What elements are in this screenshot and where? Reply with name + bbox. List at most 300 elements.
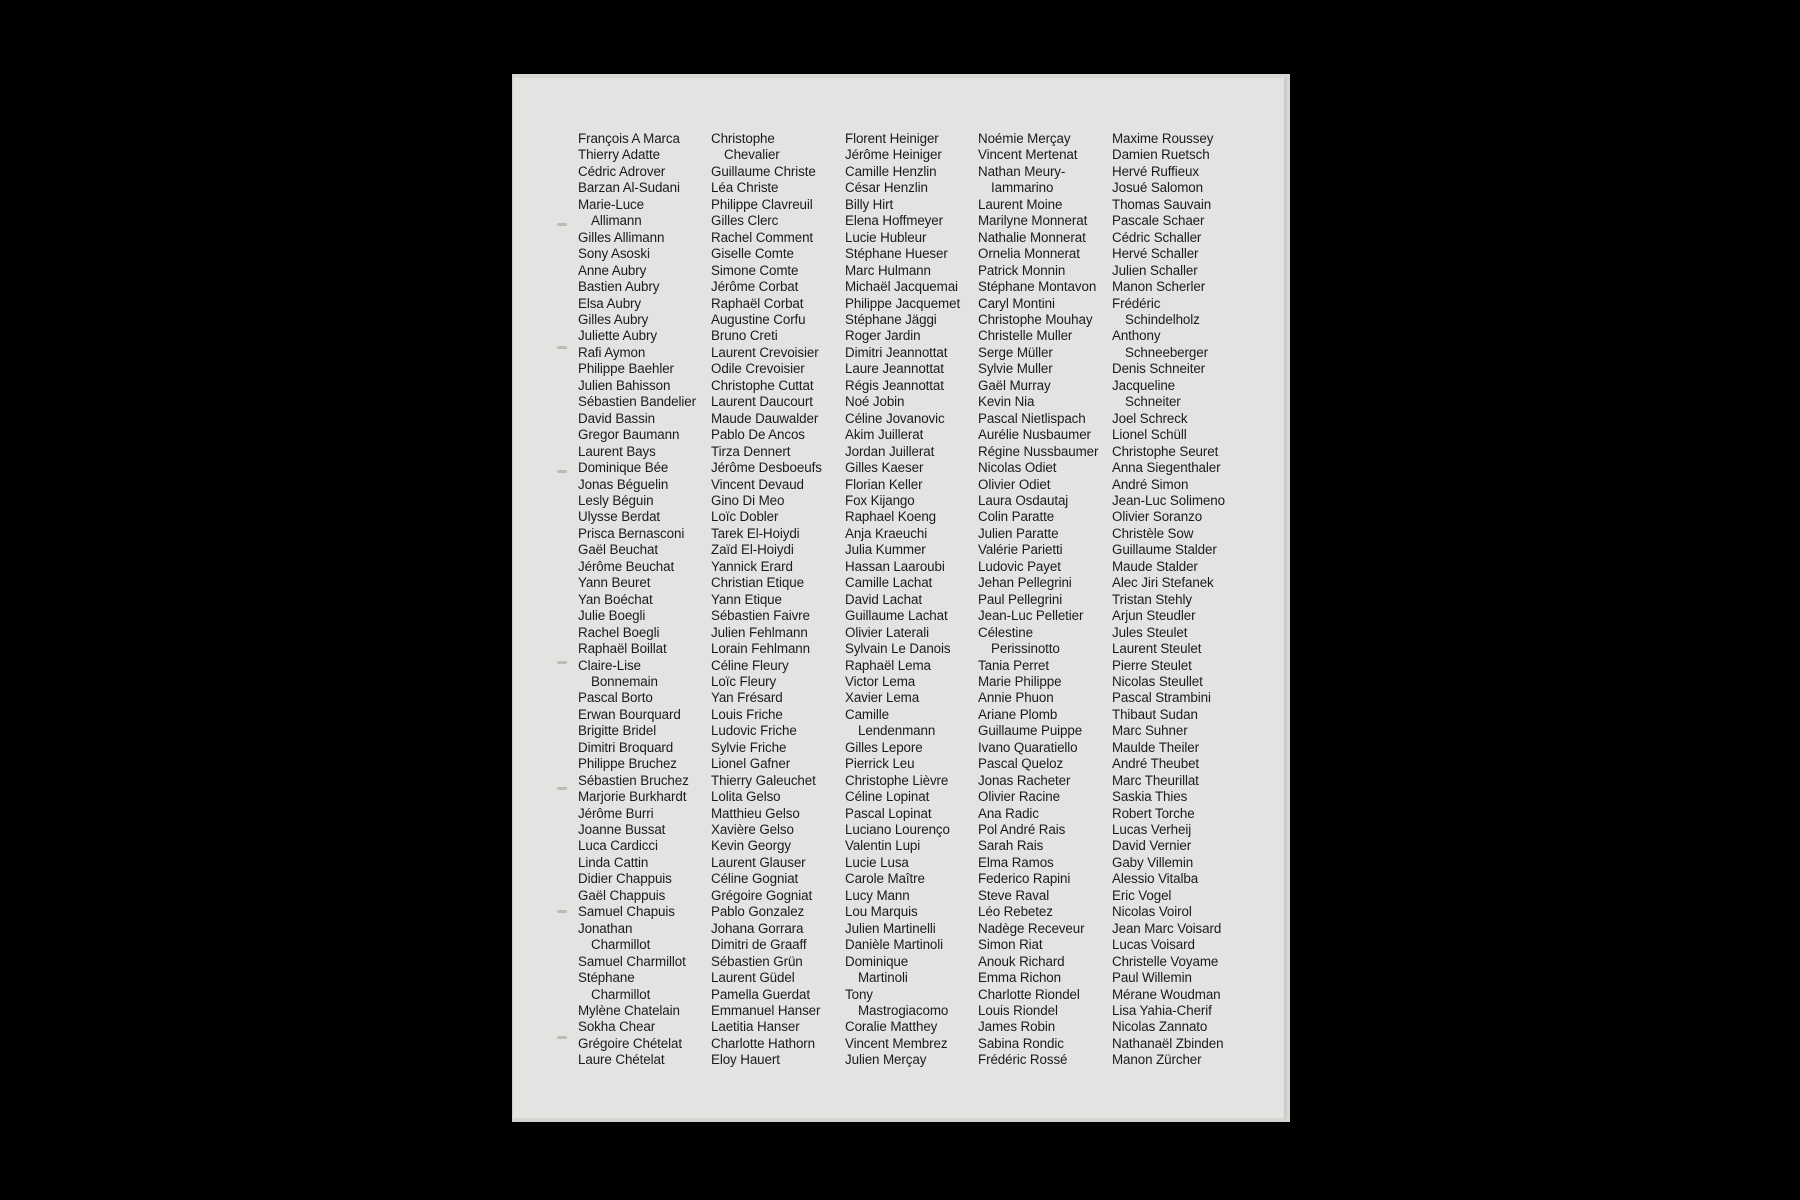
name-entry: Xavier Lema	[845, 690, 920, 706]
name-entry: Jonas Racheter	[978, 772, 1071, 788]
name-entry: Nathanaël Zbinden	[1112, 1035, 1224, 1051]
name-entry: Julie Boegli	[578, 608, 646, 624]
name-entry: Guillaume Lachat	[845, 608, 948, 624]
name-entry: Raphaël Boillat	[578, 641, 667, 657]
name-entry: Nicolas Zannato	[1112, 1019, 1208, 1035]
name-entry: Marie Philippe	[978, 673, 1062, 689]
name-entry: Robert Torche	[1112, 805, 1195, 821]
name-entry: Julien Merçay	[845, 1052, 927, 1068]
name-entry: André Simon	[1112, 476, 1189, 492]
name-entry: Nicolas Voirol	[1112, 904, 1192, 920]
name-entry: Jérôme Burri	[578, 805, 654, 821]
name-entry: Elena Hoffmeyer	[845, 213, 943, 229]
name-entry: Prisca Bernasconi	[578, 525, 685, 541]
name-entry: Laurent Daucourt	[711, 394, 813, 410]
name-entry: Christophe Seuret	[1112, 443, 1219, 459]
name-entry: Fox Kijango	[845, 492, 915, 508]
name-entry: Jordan Juillerat	[845, 443, 935, 459]
name-entry: Louis Riondel	[978, 1003, 1058, 1019]
name-entry: Xavière Gelso	[711, 822, 794, 838]
name-entry: Juliette Aubry	[578, 328, 657, 344]
name-entry: Annie Phuon	[978, 690, 1054, 706]
name-entry: Christian Etique	[711, 575, 804, 591]
name-entry: Régis Jeannottat	[845, 377, 944, 393]
name-entry: Matthieu Gelso	[711, 805, 800, 821]
name-entry: Grégoire Chételat	[578, 1035, 682, 1051]
name-entry: Nathalie Monnerat	[978, 229, 1086, 245]
name-entry: Olivier Odiet	[978, 476, 1051, 492]
name-entry: Lionel Schüll	[1112, 427, 1187, 443]
name-entry: Paul Pellegrini	[978, 591, 1063, 607]
name-entry: Brigitte Bridel	[578, 723, 657, 739]
name-entry: Gaël Chappuis	[578, 887, 666, 903]
name-entry: Laurent Steulet	[1112, 641, 1202, 657]
name-entry: Lucie Lusa	[845, 854, 909, 870]
name-entry: Alec Jiri Stefanek	[1112, 575, 1214, 591]
name-entry: Guillaume Stalder	[1112, 542, 1217, 558]
name-entry: Samuel Charmillot	[578, 953, 686, 969]
name-entry: Stéphane	[578, 970, 635, 986]
name-entry: Laura Osdautaj	[978, 492, 1069, 508]
name-entry: Ornelia Monnerat	[978, 246, 1080, 262]
name-entry: Claire-Lise	[578, 657, 641, 673]
name-entry: Ariane Plomb	[978, 706, 1058, 722]
name-entry: César Henzlin	[845, 180, 928, 196]
name-entry: Laurent Moine	[978, 196, 1063, 212]
name-entry: Johana Gorrara	[711, 920, 804, 936]
name-entry: Guillaume Christe	[711, 163, 816, 179]
name-entry: Camille	[845, 706, 889, 722]
name-entry: Laetitia Hanser	[711, 1019, 800, 1035]
name-entry: Manon Scherler	[1112, 279, 1206, 295]
name-entry: Dimitri de Graaff	[711, 937, 807, 953]
name-entry: Jérôme Heiniger	[845, 147, 942, 163]
name-entry: Ana Radic	[978, 805, 1039, 821]
name-continuation: Martinoli	[858, 970, 908, 986]
name-entry: Régine Nussbaumer	[978, 443, 1099, 459]
name-entry: Roger Jardin	[845, 328, 921, 344]
name-entry: Céline Fleury	[711, 657, 789, 673]
name-entry: Thierry Galeuchet	[711, 772, 816, 788]
name-entry: Maulde Theiler	[1112, 739, 1199, 755]
name-entry: Ulysse Berdat	[578, 509, 661, 525]
name-entry: Valentin Lupi	[845, 838, 921, 854]
name-entry: Cédric Adrover	[578, 163, 666, 179]
name-continuation: Charmillot	[591, 937, 651, 953]
name-entry: Lorain Fehlmann	[711, 641, 810, 657]
name-entry: Denis Schneiter	[1112, 361, 1206, 377]
name-entry: Mérane Woudman	[1112, 986, 1221, 1002]
name-entry: Charlotte Hathorn	[711, 1035, 815, 1051]
name-entry: Célestine	[978, 624, 1033, 640]
name-entry: Valérie Parietti	[978, 542, 1063, 558]
name-continuation: Schneeberger	[1125, 344, 1208, 360]
name-entry: Julien Schaller	[1112, 262, 1198, 278]
name-entry: Erwan Bourquard	[578, 706, 681, 722]
name-entry: Hervé Schaller	[1112, 246, 1199, 262]
name-entry: Rachel Boegli	[578, 624, 660, 640]
name-entry: Noé Jobin	[845, 394, 905, 410]
name-entry: Eric Vogel	[1112, 887, 1172, 903]
name-entry: Elsa Aubry	[578, 295, 642, 311]
name-entry: Odile Crevoisier	[711, 361, 805, 377]
name-entry: Sébastien Bandelier	[578, 394, 696, 410]
name-entry: Rafi Aymon	[578, 344, 646, 360]
name-entry: Christophe Mouhay	[978, 311, 1093, 327]
name-entry: André Theubet	[1112, 756, 1200, 772]
name-entry: Ludovic Friche	[711, 723, 797, 739]
sheet-bottom-edge	[512, 1118, 1287, 1122]
name-entry: Sébastien Bruchez	[578, 772, 689, 788]
names-column-5	[1112, 131, 1225, 1069]
name-entry: Rachel Comment	[711, 229, 814, 245]
name-entry: Tristan Stehly	[1112, 591, 1192, 607]
name-entry: Jean-Luc Solimeno	[1112, 492, 1225, 508]
name-entry: Stéphane Hueser	[845, 246, 948, 262]
name-entry: Nicolas Steullet	[1112, 673, 1203, 689]
name-entry: Kevin Georgy	[711, 838, 791, 854]
name-entry: Emmanuel Hanser	[711, 1003, 821, 1019]
name-entry: Gilles Aubry	[578, 311, 649, 327]
name-entry: Jean-Luc Pelletier	[978, 608, 1084, 624]
name-continuation: Bonnemain	[591, 673, 658, 689]
name-entry: Didier Chappuis	[578, 871, 672, 887]
name-continuation: Charmillot	[591, 986, 651, 1002]
name-entry: Samuel Chapuis	[578, 904, 675, 920]
name-entry: Maxime Roussey	[1112, 131, 1214, 146]
name-entry: Florent Heiniger	[845, 131, 939, 146]
name-entry: Raphaël Corbat	[711, 295, 804, 311]
name-entry: Guillaume Puippe	[978, 723, 1083, 739]
name-entry: Philippe Clavreuil	[711, 196, 813, 212]
name-entry: Gaby Villemin	[1112, 854, 1194, 870]
name-entry: Billy Hirt	[845, 196, 894, 212]
name-entry: Céline Jovanovic	[845, 410, 945, 426]
name-entry: Loïc Fleury	[711, 673, 777, 689]
name-entry: Sylvain Le Danois	[845, 641, 951, 657]
name-entry: Cédric Schaller	[1112, 229, 1202, 245]
name-entry: Gaël Beuchat	[578, 542, 658, 558]
name-entry: Julien Bahisson	[578, 377, 671, 393]
name-entry: Marie-Luce	[578, 196, 644, 212]
name-entry: Lesly Béguin	[578, 492, 654, 508]
name-entry: Philippe Bruchez	[578, 756, 677, 772]
pinhole-mark	[557, 470, 567, 473]
name-entry: Marc Suhner	[1112, 723, 1188, 739]
name-entry: Tania Perret	[978, 657, 1049, 673]
name-entry: David Bassin	[578, 410, 655, 426]
name-entry: Christelle Muller	[978, 328, 1073, 344]
name-entry: Dominique Bée	[578, 460, 669, 476]
name-entry: Pascal Lopinat	[845, 805, 932, 821]
name-entry: Sarah Rais	[978, 838, 1044, 854]
name-entry: Julia Kummer	[845, 542, 926, 558]
name-entry: Noémie Merçay	[978, 131, 1071, 146]
name-entry: Philippe Baehler	[578, 361, 674, 377]
name-entry: Coralie Matthey	[845, 1019, 938, 1035]
pinhole-mark	[557, 223, 567, 226]
name-entry: Lisa Yahia-Cherif	[1112, 1003, 1212, 1019]
name-continuation: Schneiter	[1125, 394, 1181, 410]
name-entry: Pascal Strambini	[1112, 690, 1211, 706]
name-entry: Pablo De Ancos	[711, 427, 805, 443]
name-entry: Lucas Verheij	[1112, 822, 1192, 838]
name-entry: Pascal Nietlispach	[978, 410, 1086, 426]
name-entry: Christelle Voyame	[1112, 953, 1219, 969]
name-entry: Raphaël Lema	[845, 657, 931, 673]
name-entry: Olivier Soranzo	[1112, 509, 1203, 525]
name-entry: Anthony	[1112, 328, 1161, 344]
name-entry: Gilles Allimann	[578, 229, 665, 245]
name-entry: Barzan Al-Sudani	[578, 180, 680, 196]
name-entry: Marc Hulmann	[845, 262, 931, 278]
name-entry: Camille Henzlin	[845, 163, 937, 179]
name-entry: Stéphane Montavon	[978, 279, 1097, 295]
name-entry: Dimitri Jeannottat	[845, 344, 948, 360]
name-entry: Yann Beuret	[578, 575, 651, 591]
name-entry: Laure Jeannottat	[845, 361, 944, 377]
name-entry: Saskia Thies	[1112, 789, 1188, 805]
name-entry: Thierry Adatte	[578, 147, 660, 163]
name-entry: Léa Christe	[711, 180, 779, 196]
name-entry: Pierrick Leu	[845, 756, 915, 772]
name-entry: Serge Müller	[978, 344, 1053, 360]
names-column-1	[578, 131, 696, 1069]
name-entry: Jean Marc Voisard	[1112, 920, 1222, 936]
name-entry: David Lachat	[845, 591, 922, 607]
name-entry: Marc Theurillat	[1112, 772, 1199, 788]
name-entry: Laure Chételat	[578, 1052, 665, 1068]
pinhole-mark	[557, 346, 567, 349]
name-entry: Luciano Lourenço	[845, 822, 950, 838]
name-entry: Vincent Mertenat	[978, 147, 1078, 163]
name-entry: David Vernier	[1112, 838, 1192, 854]
name-entry: Maude Stalder	[1112, 558, 1198, 574]
names-column-4	[978, 131, 1098, 1069]
name-entry: Augustine Corfu	[711, 311, 806, 327]
name-entry: Tarek El-Hoiydi	[711, 525, 800, 541]
name-entry: Yann Etique	[711, 591, 782, 607]
name-entry: Nicolas Odiet	[978, 460, 1057, 476]
name-entry: Lionel Gafner	[711, 756, 791, 772]
name-entry: Ivano Quaratiello	[978, 739, 1078, 755]
name-entry: Hassan Laaroubi	[845, 558, 945, 574]
names-column-2	[711, 131, 822, 1069]
name-entry: Julien Paratte	[978, 525, 1059, 541]
name-entry: Sylvie Muller	[978, 361, 1053, 377]
pinhole-mark	[557, 910, 567, 913]
name-entry: Anna Siegenthaler	[1112, 460, 1221, 476]
name-entry: Arjun Steudler	[1112, 608, 1196, 624]
name-entry: Kevin Nia	[978, 394, 1035, 410]
name-entry: Patrick Monnin	[978, 262, 1066, 278]
name-entry: James Robin	[978, 1019, 1056, 1035]
name-entry: Zaïd El-Hoiydi	[711, 542, 794, 558]
name-entry: Maude Dauwalder	[711, 410, 819, 426]
pinhole-mark	[557, 1036, 567, 1039]
names-column-3	[845, 131, 960, 1069]
name-entry: Steve Raval	[978, 887, 1050, 903]
name-entry: Jehan Pellegrini	[978, 575, 1072, 591]
name-entry: Stéphane Jäggi	[845, 311, 937, 327]
names-list	[578, 131, 1268, 1081]
name-entry: Vincent Devaud	[711, 476, 804, 492]
name-entry: Philippe Jacquemet	[845, 295, 961, 311]
name-entry: Lucie Hubleur	[845, 229, 927, 245]
name-entry: Jules Steulet	[1112, 624, 1188, 640]
name-entry: Yan Boéchat	[578, 591, 653, 607]
name-entry: Danièle Martinoli	[845, 937, 944, 953]
name-entry: Lucy Mann	[845, 887, 910, 903]
name-entry: Marjorie Burkhardt	[578, 789, 687, 805]
name-entry: Christophe	[711, 131, 775, 146]
name-entry: Pascale Schaer	[1112, 213, 1205, 229]
name-entry: Jérôme Desboeufs	[711, 460, 822, 476]
name-entry: Federico Rapini	[978, 871, 1071, 887]
name-entry: Bruno Creti	[711, 328, 778, 344]
sheet-right-fold	[1284, 78, 1286, 1120]
sheet-top-edge	[512, 74, 1287, 78]
name-entry: Tirza Dennert	[711, 443, 791, 459]
name-entry: Jérôme Beuchat	[578, 558, 675, 574]
name-entry: Pascal Queloz	[978, 756, 1064, 772]
name-continuation: Perissinotto	[991, 641, 1060, 657]
name-entry: Yan Frésard	[711, 690, 783, 706]
name-entry: Gilles Lepore	[845, 739, 923, 755]
name-entry: Anouk Richard	[978, 953, 1065, 969]
name-entry: Joel Schreck	[1112, 410, 1188, 426]
name-entry: Loïc Dobler	[711, 509, 779, 525]
name-entry: Yannick Erard	[711, 558, 793, 574]
name-entry: Lou Marquis	[845, 904, 918, 920]
name-entry: Gaël Murray	[978, 377, 1051, 393]
name-entry: Dimitri Broquard	[578, 739, 674, 755]
name-entry: Jonathan	[578, 920, 633, 936]
name-entry: Giselle Comte	[711, 246, 794, 262]
name-entry: Victor Lema	[845, 673, 916, 689]
pinhole-mark	[557, 661, 567, 664]
name-entry: Christophe Lièvre	[845, 772, 949, 788]
name-entry: Sylvie Friche	[711, 739, 787, 755]
name-entry: Christophe Cuttat	[711, 377, 814, 393]
name-entry: Jacqueline	[1112, 377, 1176, 393]
name-entry: Pierre Steulet	[1112, 657, 1192, 673]
name-entry: Joanne Bussat	[578, 822, 666, 838]
name-entry: Jérôme Corbat	[711, 279, 799, 295]
name-entry: Gino Di Meo	[711, 492, 785, 508]
name-entry: Frédéric Rossé	[978, 1052, 1068, 1068]
name-entry: Pablo Gonzalez	[711, 904, 805, 920]
name-entry: François A Marca	[578, 131, 680, 146]
name-entry: Gilles Clerc	[711, 213, 779, 229]
name-entry: Akim Juillerat	[845, 427, 924, 443]
name-entry: Gregor Baumann	[578, 427, 680, 443]
name-entry: Céline Gogniat	[711, 871, 799, 887]
pinhole-mark	[557, 787, 567, 790]
name-entry: Marilyne Monnerat	[978, 213, 1088, 229]
name-continuation: Schindelholz	[1125, 311, 1200, 327]
name-entry: Eloy Hauert	[711, 1052, 780, 1068]
name-continuation: Iammarino	[991, 180, 1054, 196]
name-entry: Lolita Gelso	[711, 789, 781, 805]
name-entry: Camille Lachat	[845, 575, 933, 591]
name-entry: Laurent Crevoisier	[711, 344, 819, 360]
name-entry: Nadège Receveur	[978, 920, 1085, 936]
name-entry: Manon Zürcher	[1112, 1052, 1202, 1068]
name-entry: Josué Salomon	[1112, 180, 1204, 196]
name-continuation: Lendenmann	[858, 723, 936, 739]
name-entry: Pascal Borto	[578, 690, 653, 706]
name-entry: Pol André Rais	[978, 822, 1066, 838]
name-entry: Emma Richon	[978, 970, 1061, 986]
name-entry: Gilles Kaeser	[845, 460, 924, 476]
name-entry: Louis Friche	[711, 706, 783, 722]
name-entry: Charlotte Riondel	[978, 986, 1080, 1002]
name-entry: Laurent Glauser	[711, 854, 806, 870]
name-continuation: Allimann	[591, 213, 642, 229]
name-entry: Christèle Sow	[1112, 525, 1194, 541]
name-entry: Colin Paratte	[978, 509, 1055, 525]
name-entry: Sébastien Grün	[711, 953, 803, 969]
name-entry: Olivier Racine	[978, 789, 1060, 805]
name-entry: Linda Cattin	[578, 854, 649, 870]
name-entry: Elma Ramos	[978, 854, 1054, 870]
name-entry: Aurélie Nusbaumer	[978, 427, 1091, 443]
name-entry: Michaël Jacquemai	[845, 279, 958, 295]
name-entry: Lucas Voisard	[1112, 937, 1195, 953]
name-entry: Vincent Membrez	[845, 1035, 948, 1051]
name-entry: Raphael Koeng	[845, 509, 937, 525]
name-entry: Sébastien Faivre	[711, 608, 810, 624]
name-entry: Julien Fehlmann	[711, 624, 808, 640]
name-entry: Simon Riat	[978, 937, 1043, 953]
name-entry: Sabina Rondic	[978, 1035, 1064, 1051]
name-entry: Mylène Chatelain	[578, 1003, 680, 1019]
name-entry: Olivier Laterali	[845, 624, 929, 640]
name-entry: Sokha Chear	[578, 1019, 656, 1035]
name-entry: Damien Ruetsch	[1112, 147, 1210, 163]
name-continuation: Mastrogiacomo	[858, 1003, 949, 1019]
name-entry: Bastien Aubry	[578, 279, 660, 295]
name-entry: Carole Maître	[845, 871, 925, 887]
name-entry: Pamella Guerdat	[711, 986, 810, 1002]
name-entry: Paul Willemin	[1112, 970, 1192, 986]
name-entry: Léo Rebetez	[978, 904, 1053, 920]
name-entry: Céline Lopinat	[845, 789, 930, 805]
name-entry: Simone Comte	[711, 262, 799, 278]
name-entry: Thibaut Sudan	[1112, 706, 1198, 722]
name-entry: Julien Martinelli	[845, 920, 936, 936]
name-entry: Nathan Meury-	[978, 163, 1066, 179]
name-entry: Dominique	[845, 953, 909, 969]
name-entry: Hervé Ruffieux	[1112, 163, 1199, 179]
name-entry: Alessio Vitalba	[1112, 871, 1199, 887]
name-entry: Sony Asoski	[578, 246, 650, 262]
name-entry: Ludovic Payet	[978, 558, 1061, 574]
name-entry: Tony	[845, 986, 873, 1002]
name-entry: Grégoire Gogniat	[711, 887, 813, 903]
name-continuation: Chevalier	[724, 147, 780, 163]
name-entry: Caryl Montini	[978, 295, 1055, 311]
name-entry: Laurent Bays	[578, 443, 656, 459]
name-entry: Jonas Béguelin	[578, 476, 669, 492]
name-entry: Anne Aubry	[578, 262, 647, 278]
name-entry: Luca Cardicci	[578, 838, 658, 854]
name-entry: Laurent Güdel	[711, 970, 795, 986]
name-entry: Frédéric	[1112, 295, 1161, 311]
name-entry: Thomas Sauvain	[1112, 196, 1212, 212]
name-entry: Anja Kraeuchi	[845, 525, 928, 541]
